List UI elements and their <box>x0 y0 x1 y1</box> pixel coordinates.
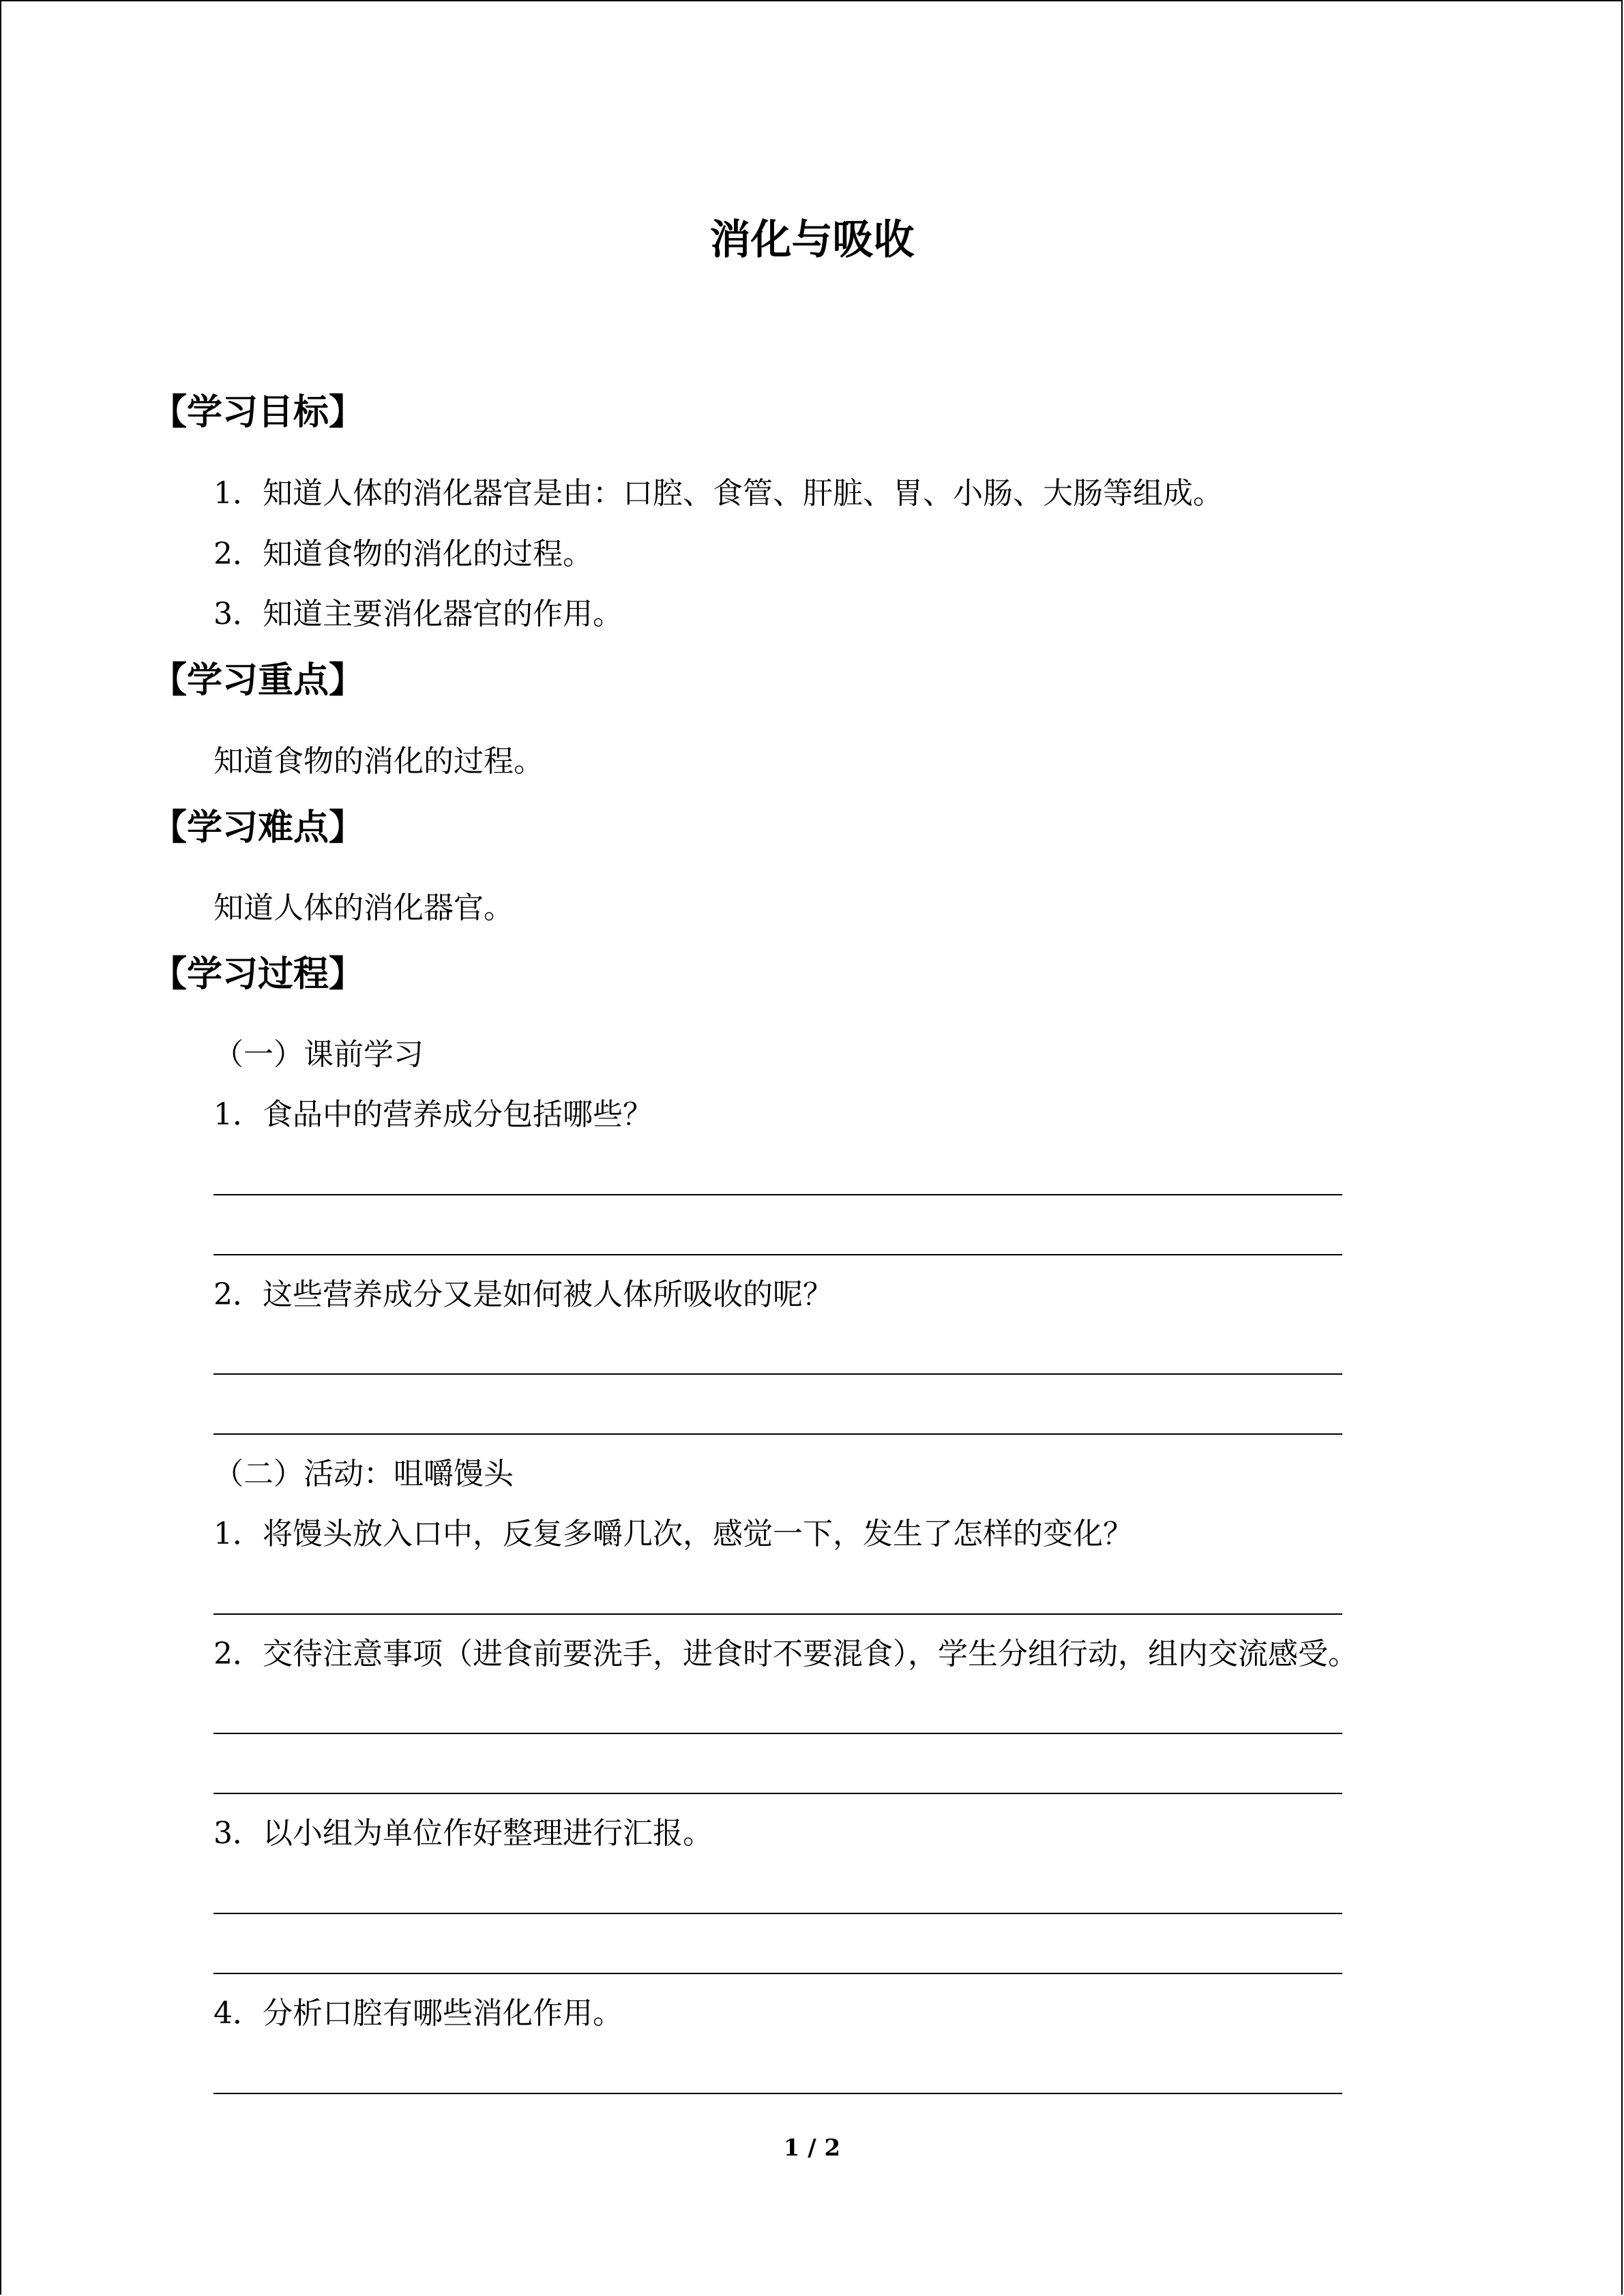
answer-line[interactable] <box>213 1613 1342 1615</box>
part1-label: （一）课前学习 <box>213 1037 424 1072</box>
difficulty-text: 知道人体的消化器官。 <box>213 891 514 925</box>
page-title: 消化与吸收 <box>709 216 915 264</box>
objective-item-1: 1．知道人体的消化器官是由：口腔、食管、肝脏、胃、小肠、大肠等组成。 <box>213 476 1223 511</box>
part2-question-3: 3．以小组为单位作好整理进行汇报。 <box>213 1816 713 1851</box>
answer-line[interactable] <box>213 1254 1342 1255</box>
heading-objectives: 【学习目标】 <box>151 392 365 433</box>
part2-question-1: 1．将馒头放入口中，反复多嚼几次，感觉一下，发生了怎样的变化？ <box>213 1517 1133 1551</box>
answer-line[interactable] <box>213 1973 1342 1974</box>
part2-question-4: 4．分析口腔有哪些消化作用。 <box>213 1996 623 2031</box>
answer-line[interactable] <box>213 1913 1342 1914</box>
part2-question-2: 2．交待注意事项（进食前要洗手，进食时不要混食），学生分组行动，组内交流感受。 <box>213 1637 1358 1671</box>
heading-process: 【学习过程】 <box>151 954 365 995</box>
objective-item-2: 2．知道食物的消化的过程。 <box>213 537 593 571</box>
part2-label: （二）活动：咀嚼馒头 <box>213 1457 514 1491</box>
answer-line[interactable] <box>213 1373 1342 1375</box>
answer-line[interactable] <box>213 1433 1342 1435</box>
answer-line[interactable] <box>213 1194 1342 1195</box>
key-point-text: 知道食物的消化的过程。 <box>213 744 544 779</box>
answer-line[interactable] <box>213 1733 1342 1734</box>
heading-key-point: 【学习重点】 <box>151 660 365 701</box>
answer-line[interactable] <box>213 2093 1342 2094</box>
page-number: 1 / 2 <box>783 2134 841 2162</box>
part1-question-2: 2．这些营养成分又是如何被人体所吸收的呢？ <box>213 1277 833 1312</box>
answer-line[interactable] <box>213 1793 1342 1794</box>
heading-difficulty: 【学习难点】 <box>151 807 365 848</box>
part1-question-1: 1．食品中的营养成分包括哪些？ <box>213 1097 653 1132</box>
objective-item-3: 3．知道主要消化器官的作用。 <box>213 597 623 631</box>
